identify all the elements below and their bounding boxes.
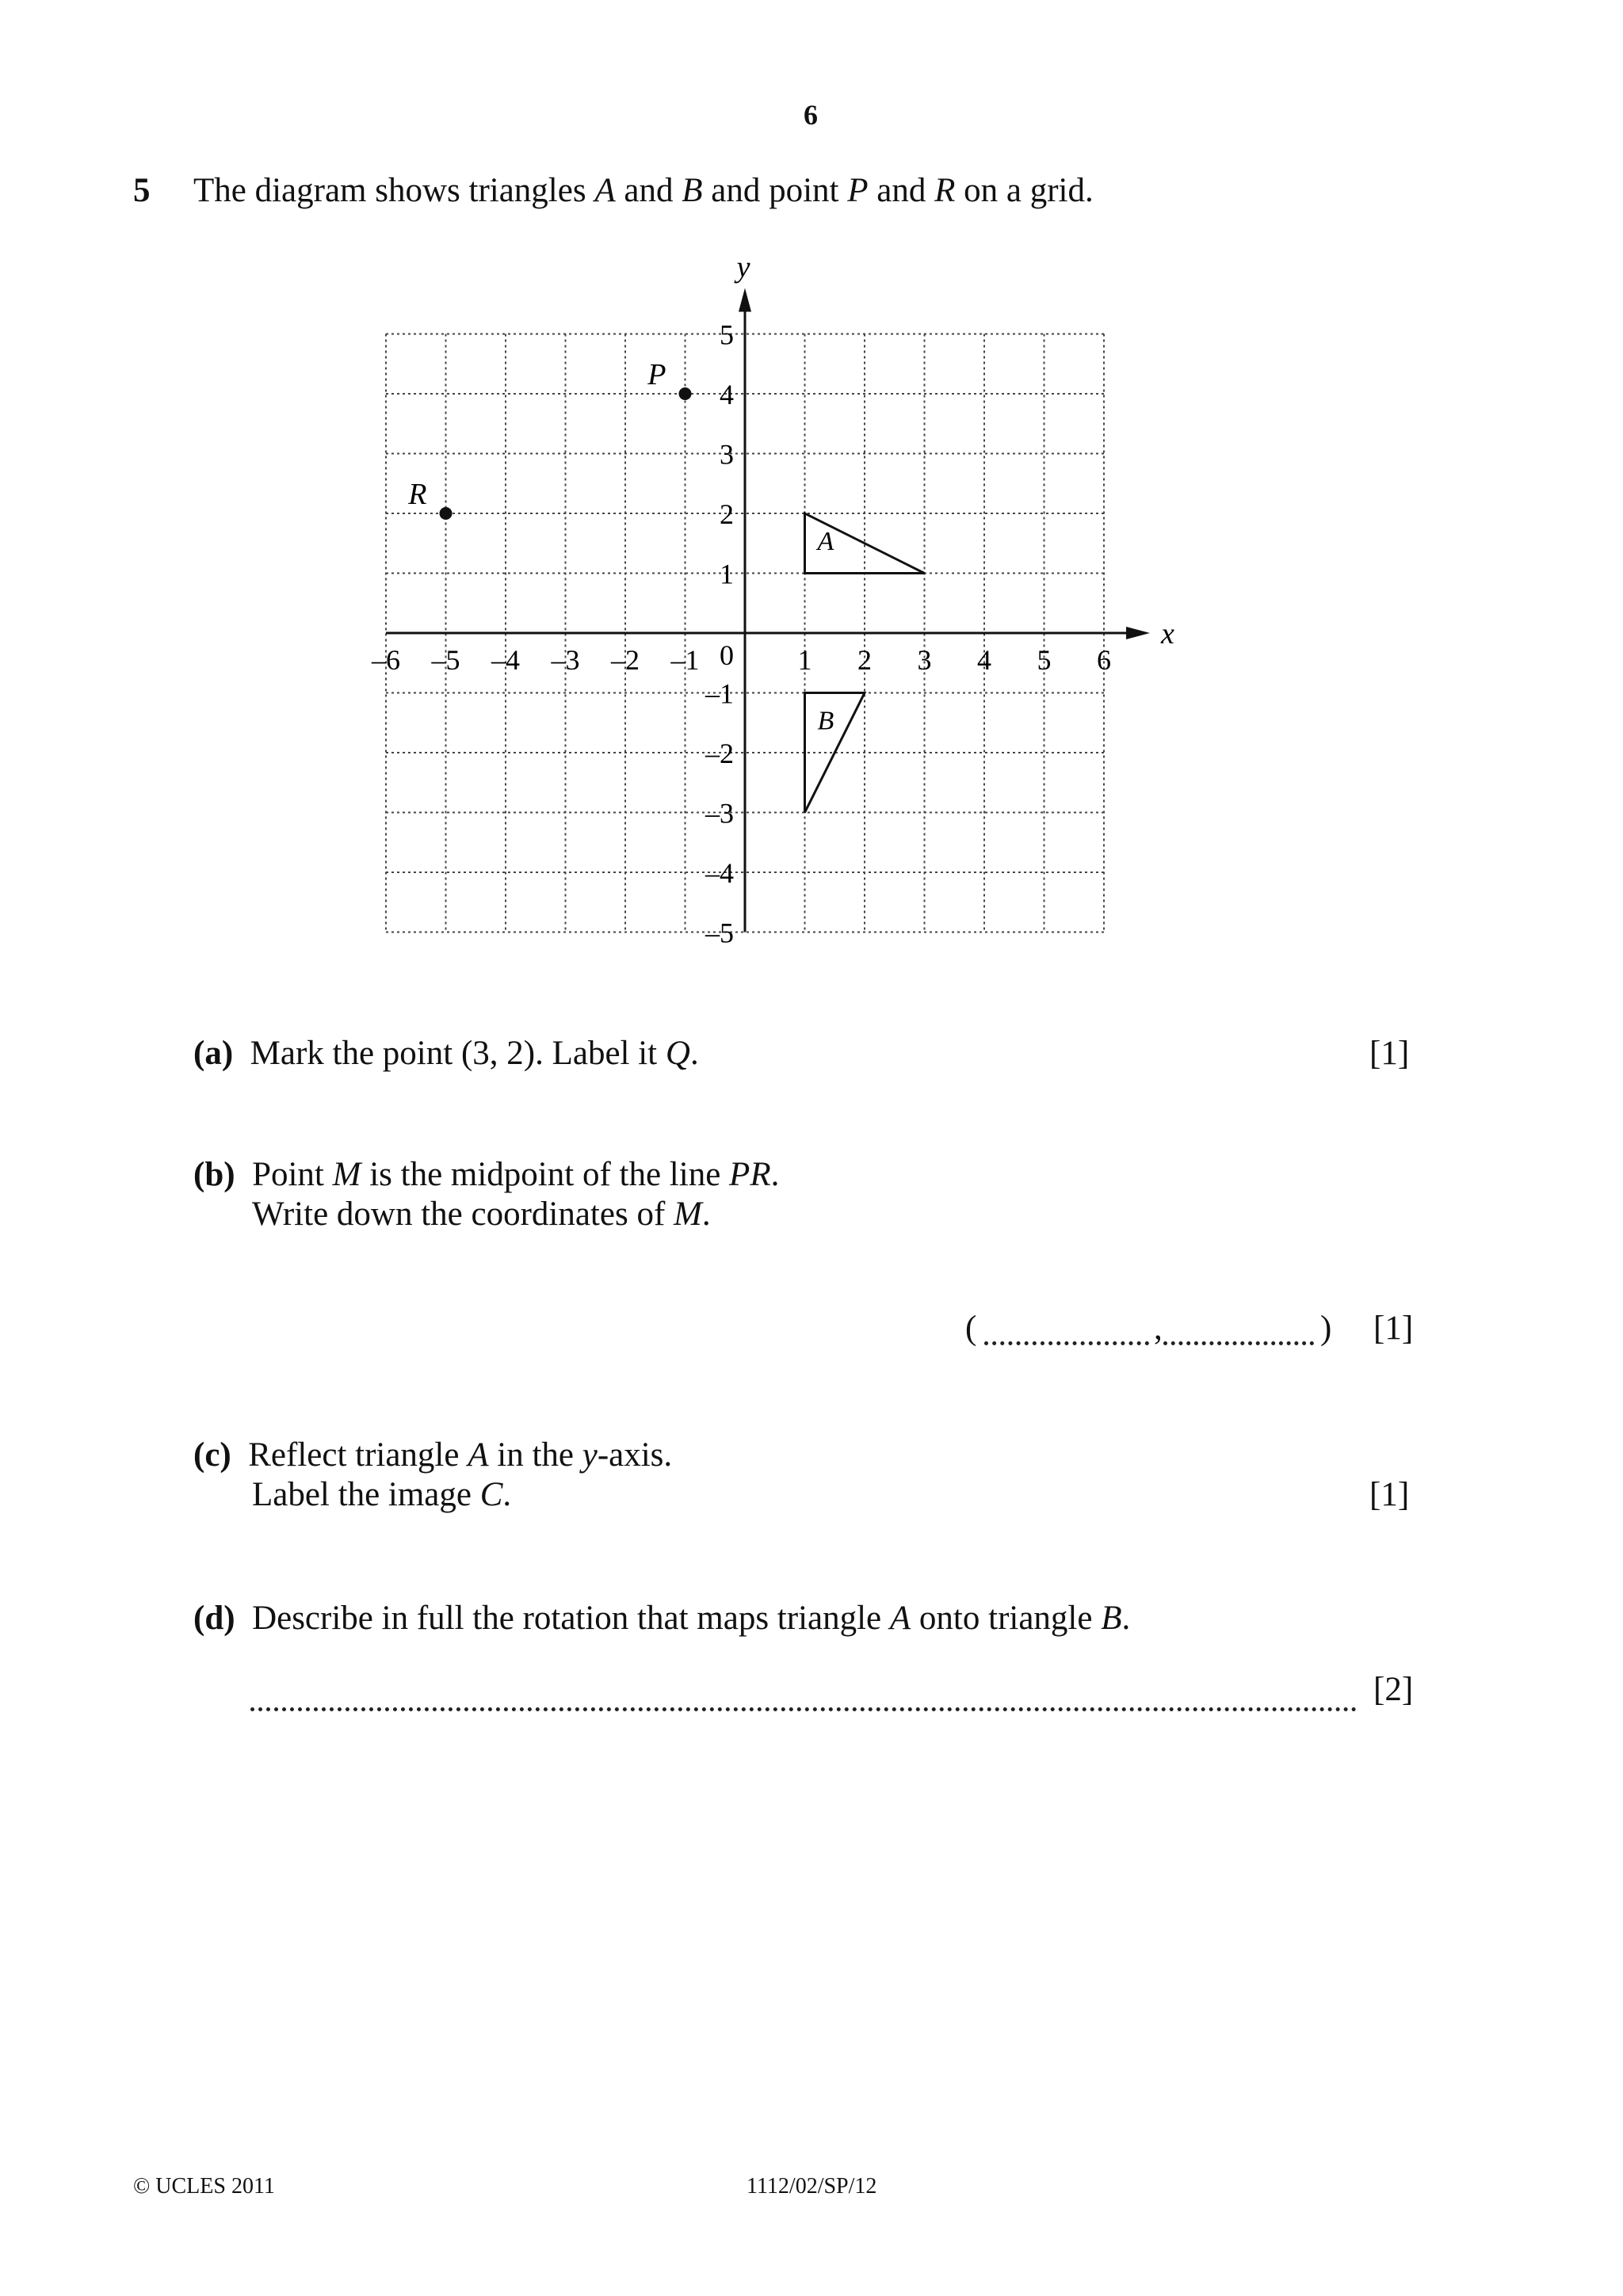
question-number: 5 bbox=[133, 172, 151, 209]
part-a-text-1: Mark the point (3, 2). Label it bbox=[250, 1035, 666, 1072]
y-tick-label: 3 bbox=[720, 438, 734, 471]
intro-text-4: and bbox=[868, 172, 935, 209]
part-a-point-q: Q bbox=[665, 1035, 690, 1072]
shapes bbox=[407, 358, 924, 813]
part-d-text-2: onto triangle bbox=[911, 1600, 1102, 1637]
y-tick-label: –1 bbox=[705, 677, 734, 710]
x-tick-label: 3 bbox=[917, 644, 932, 676]
y-tick-label: 5 bbox=[720, 318, 734, 351]
x-tick-label: 4 bbox=[977, 644, 991, 676]
part-d-marks: [2] bbox=[1373, 1671, 1414, 1708]
x-axis-label: x bbox=[1161, 617, 1174, 650]
point-p-label: P bbox=[647, 358, 666, 391]
part-b-line-pr: PR bbox=[729, 1156, 771, 1193]
part-b-line1-text-1: Point bbox=[252, 1156, 333, 1193]
point-r-label: R bbox=[408, 478, 427, 511]
part-c-label: (c) bbox=[193, 1436, 231, 1474]
part-a-marks: [1] bbox=[1369, 1035, 1410, 1072]
x-tick-label: –3 bbox=[551, 644, 580, 676]
intro-point-r: R bbox=[934, 172, 956, 209]
intro-triangle-b: B bbox=[682, 172, 703, 209]
answer-field-d[interactable] bbox=[250, 1707, 1357, 1711]
part-d-text-3: . bbox=[1121, 1600, 1131, 1637]
part-c-line2-text-2: . bbox=[502, 1476, 512, 1513]
part-c-triangle-a: A bbox=[468, 1436, 489, 1474]
y-tick-label: 2 bbox=[720, 498, 734, 530]
part-c-line2-text-1: Label the image bbox=[252, 1476, 480, 1513]
part-a bbox=[193, 1034, 699, 1074]
answer-field-x[interactable] bbox=[984, 1341, 1149, 1345]
part-c-line1-text-3: -axis. bbox=[597, 1436, 673, 1474]
part-b-line2-m: M bbox=[674, 1196, 702, 1233]
part-d bbox=[193, 1599, 1130, 1638]
part-d-triangle-a: A bbox=[889, 1600, 911, 1637]
part-b-line1-text-2: is the midpoint of the line bbox=[361, 1156, 730, 1193]
part-c-y: y bbox=[582, 1436, 598, 1474]
footer-copyright: © UCLES 2011 bbox=[133, 2174, 275, 2199]
part-d-label: (d) bbox=[193, 1600, 235, 1637]
part-c-line1-text-2: in the bbox=[488, 1436, 582, 1474]
y-tick-label: –2 bbox=[705, 738, 734, 769]
part-a-text-2: . bbox=[689, 1035, 699, 1072]
intro-text-2: and bbox=[615, 172, 682, 209]
page-number: 6 bbox=[804, 99, 818, 131]
x-tick-label: –6 bbox=[372, 644, 400, 676]
point-r-marker bbox=[440, 507, 453, 520]
x-tick-label: 6 bbox=[1097, 644, 1111, 676]
answer-close-paren: ) bbox=[1320, 1310, 1332, 1347]
coordinate-grid-diagram bbox=[0, 0, 1623, 1030]
part-b-point-m: M bbox=[332, 1156, 361, 1193]
intro-text-3: and point bbox=[702, 172, 848, 209]
triangle-a-label: A bbox=[817, 526, 834, 556]
part-b-line2-text-2: . bbox=[701, 1196, 711, 1233]
part-b-line2 bbox=[252, 1195, 711, 1234]
part-c-line2 bbox=[252, 1475, 511, 1515]
x-tick-label: –2 bbox=[611, 644, 640, 676]
footer-code: 1112/02/SP/12 bbox=[747, 2174, 877, 2199]
y-tick-label: 4 bbox=[720, 379, 734, 410]
y-tick-label: 1 bbox=[720, 558, 734, 590]
y-axis-arrowhead bbox=[739, 288, 751, 312]
part-b-label: (b) bbox=[193, 1156, 235, 1193]
intro-text-1: The diagram shows triangles bbox=[193, 172, 595, 209]
intro-triangle-a: A bbox=[594, 172, 616, 209]
x-tick-label: 2 bbox=[857, 644, 872, 676]
part-b bbox=[193, 1155, 779, 1195]
triangle-b-label: B bbox=[817, 706, 834, 736]
y-tick-label: –4 bbox=[705, 857, 734, 889]
answer-open-paren: ( bbox=[965, 1310, 977, 1347]
intro-text-5: on a grid. bbox=[955, 172, 1094, 209]
x-axis-arrowhead bbox=[1126, 627, 1150, 639]
part-c bbox=[193, 1436, 672, 1475]
part-b-marks: [1] bbox=[1373, 1310, 1414, 1347]
y-tick-label: –5 bbox=[705, 917, 734, 949]
origin-label: 0 bbox=[720, 639, 734, 671]
part-c-marks: [1] bbox=[1369, 1476, 1410, 1513]
x-tick-label: 1 bbox=[797, 644, 812, 676]
part-c-line1-text-1: Reflect triangle bbox=[248, 1436, 468, 1474]
part-d-triangle-b: B bbox=[1101, 1600, 1122, 1637]
answer-field-y[interactable] bbox=[1163, 1341, 1314, 1345]
part-c-image-c: C bbox=[479, 1476, 503, 1513]
part-d-text-1: Describe in full the rotation that maps triangle bbox=[252, 1600, 890, 1637]
x-tick-label: 5 bbox=[1037, 644, 1052, 676]
y-tick-label: –3 bbox=[705, 797, 734, 830]
part-b-line1-text-3: . bbox=[770, 1156, 780, 1193]
y-axis-label: y bbox=[736, 250, 750, 284]
x-tick-label: –4 bbox=[491, 644, 520, 676]
part-a-label: (a) bbox=[193, 1035, 234, 1072]
axes bbox=[386, 251, 1174, 933]
part-b-line2-text-1: Write down the coordinates of bbox=[252, 1196, 674, 1233]
point-p-marker bbox=[679, 387, 692, 400]
x-tick-label: –5 bbox=[431, 644, 460, 676]
intro-point-p: P bbox=[847, 172, 869, 209]
x-tick-label: –1 bbox=[670, 644, 700, 676]
answer-comma: , bbox=[1154, 1310, 1163, 1347]
